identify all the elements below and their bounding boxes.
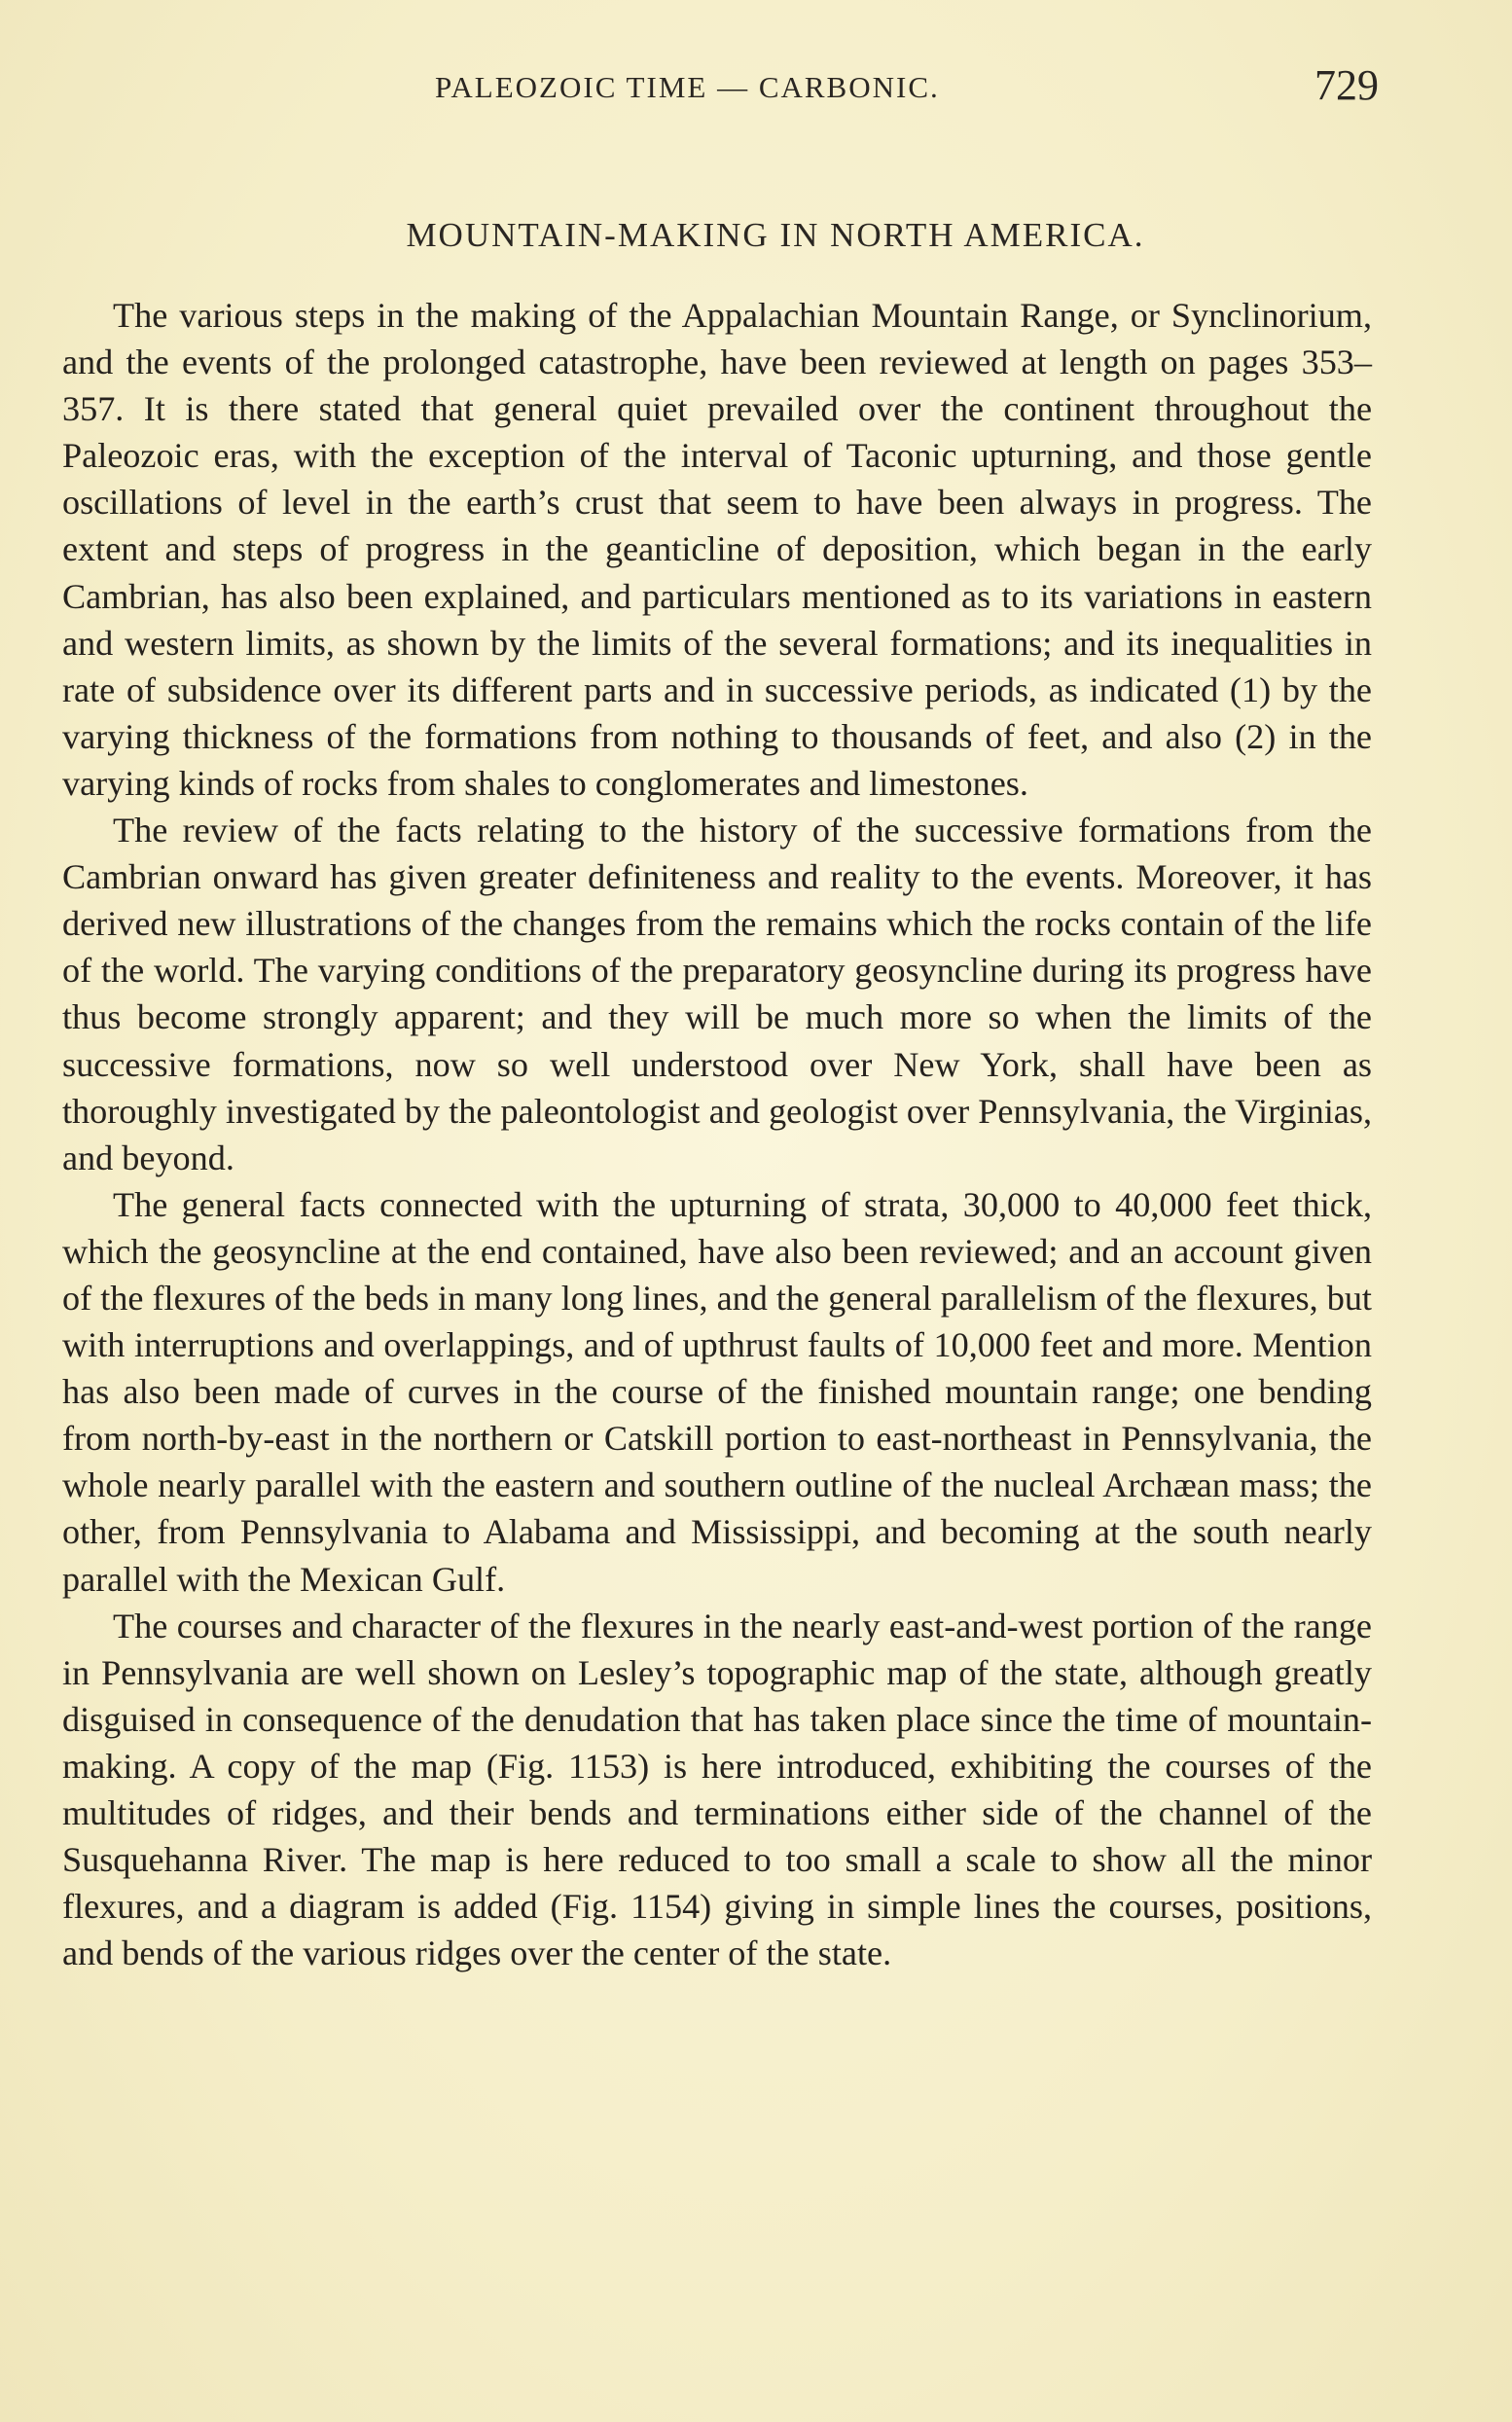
- paragraph: The courses and character of the flexures in the nearly east-and-west portion of the range in Pennsylvania are well shown on Lesley’s topographic map of the state, although greatly disguised in consequence of the denudation that has taken place since the time of mountain-making. A copy of the map (Fig. 1153) is here introduced, exhibiting the courses of the multitudes of ridges, and their bends and terminations either side of the channel of the Susquehanna River. The map is here reduced to too small a scale to show all the minor flexures, and a diagram is added (Fig. 1154) giving in simple lines the courses, positions, and bends of the various ridges over the center of the state.: [62, 1606, 1372, 1973]
- paragraph: The review of the facts relating to the history of the successive formations from the Cambrian onward has given greater definiteness and reality to the events. Moreover, it has derived new illustrations of the changes from the remains which the rocks contain of the life of the world. The varying conditions of the preparatory geosyncline during its progress have thus become strongly apparent; and they will be much more so when the limits of the successive formations, now so well understood over New York, shall have been as thoroughly investigated by the paleontologist and geologist over Pennsylvania, the Virginias, and beyond.: [62, 811, 1372, 1177]
- section-heading: MOUNTAIN-MAKING IN NORTH AMERICA.: [406, 216, 1145, 254]
- page-number: 729: [1314, 61, 1379, 109]
- running-title: PALEOZOIC TIME — CARBONIC.: [435, 70, 940, 104]
- body-text: [62, 292, 1372, 1976]
- paragraph: The general facts connected with the upturning of strata, 30,000 to 40,000 feet thick, which the geosyncline at the end contained, have also been reviewed; and an account given of the flexures of the beds in many long lines, and the general parallelism of the flexures, but with interruptions and overlappings, and of upthrust faults of 10,000 feet and more. Mention has also been made of curves in the course of the finished mountain range; one bending from north-by-east in the northern or Catskill portion to east-northeast in Pennsylvania, the whole nearly parallel with the eastern and southern outline of the nucleal Archæan mass; the other, from Pennsylvania to Alabama and Mississippi, and becoming at the south nearly parallel with the Mexican Gulf.: [62, 1184, 1372, 1599]
- running-head: [0, 60, 1512, 119]
- paragraph: The various steps in the making of the Appalachian Mountain Range, or Synclinorium, and the events of the prolonged catastrophe, have been reviewed at length on pages 353–357. It is there stated that general quiet prevailed over the continent throughout the Paleozoic eras, with the exception of the interval of Taconic upturning, and those gentle oscillations of level in the earth’s crust that seem to have been always in progress. The extent and steps of progress in the geanticline of deposition, which began in the early Cambrian, has also been explained, and particulars mentioned as to its variations in eastern and western limits, as shown by the limits of the several formations; and its inequalities in rate of subsidence over its different parts and in successive periods, as indicated (1) by the varying thickness of the formations from nothing to thousands of feet, and also (2) in the varying kinds of rocks from shales to conglomerates and limestones.: [62, 296, 1372, 803]
